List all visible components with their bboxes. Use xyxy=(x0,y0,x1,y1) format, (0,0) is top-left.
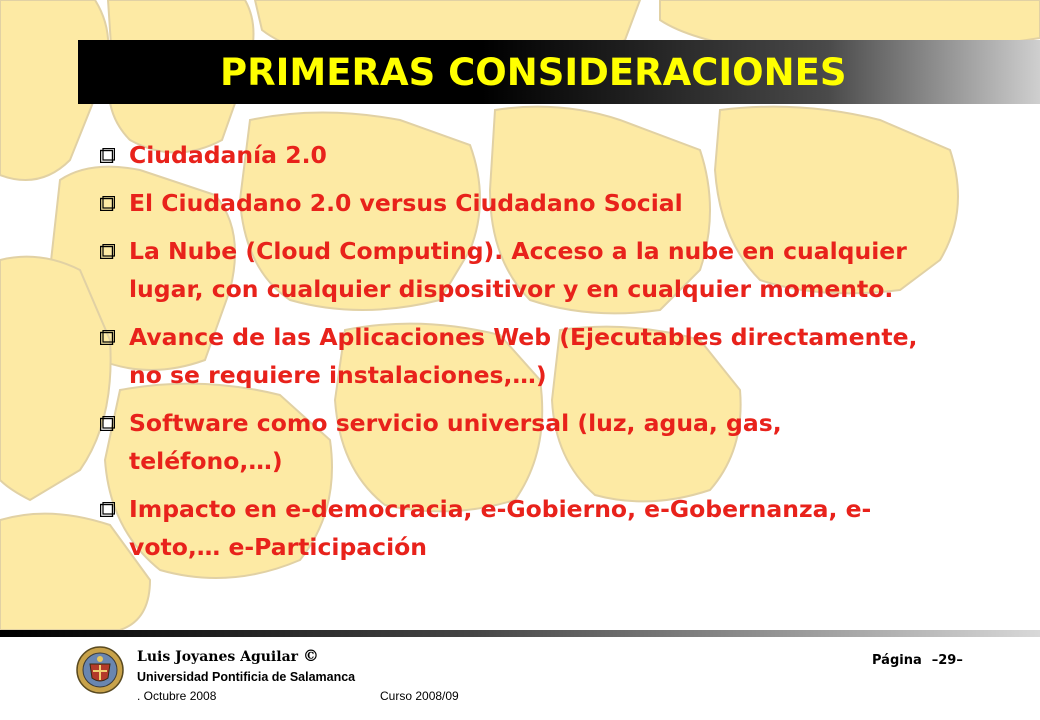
copyright-symbol: © xyxy=(302,646,319,665)
author-line xyxy=(137,646,319,665)
footer-divider xyxy=(0,630,1040,637)
bullet-text: Impacto en e-democracia, e-Gobierno, e-Gobernanza, e-voto,… e-Participación xyxy=(129,495,872,561)
bullet-item xyxy=(100,184,940,222)
bullet-list xyxy=(100,136,940,576)
university-seal-icon xyxy=(76,646,124,694)
author-name: Luis Joyanes Aguilar xyxy=(137,649,299,665)
bullet-text: El Ciudadano 2.0 versus Ciudadano Social xyxy=(129,189,683,217)
checkbox-square-icon xyxy=(100,502,115,517)
bullet-item xyxy=(100,318,940,394)
bullet-text: Software como servicio universal (luz, agua, gas, teléfono,…) xyxy=(129,409,782,475)
bullet-item xyxy=(100,136,940,174)
slide-title: PRIMERAS CONSIDERACIONES xyxy=(220,51,847,94)
page-number: –29– xyxy=(931,653,963,668)
page-indicator xyxy=(872,653,973,668)
footer-course: Curso 2008/09 xyxy=(380,689,459,703)
bullet-item xyxy=(100,232,940,308)
checkbox-square-icon xyxy=(100,416,115,431)
bullet-text: Avance de las Aplicaciones Web (Ejecutables directamente, no se requiere instalaciones,…) xyxy=(129,323,918,389)
bullet-text: La Nube (Cloud Computing). Acceso a la nube en cualquier lugar, con cualquier dispositivor y en cualquier momento. xyxy=(129,237,907,303)
page-label: Página xyxy=(872,653,922,668)
bullet-item xyxy=(100,404,940,480)
bullet-item xyxy=(100,490,940,566)
checkbox-square-icon xyxy=(100,196,115,211)
checkbox-square-icon xyxy=(100,244,115,259)
university-name: Universidad Pontificia de Salamanca xyxy=(137,670,356,684)
checkbox-square-icon xyxy=(100,148,115,163)
checkbox-square-icon xyxy=(100,330,115,345)
footer-date: . Octubre 2008 xyxy=(137,689,217,703)
bullet-text: Ciudadanía 2.0 xyxy=(129,141,327,169)
